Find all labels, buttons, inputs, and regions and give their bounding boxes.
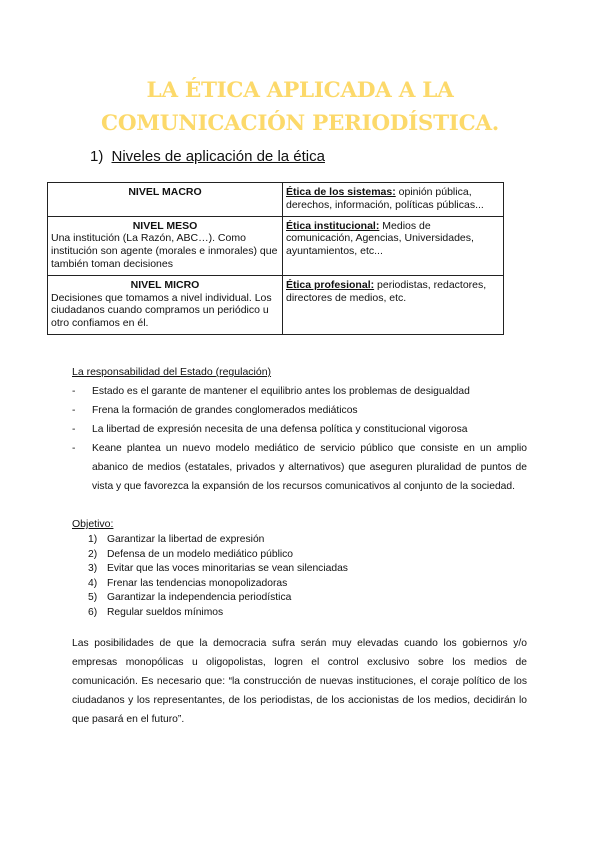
list-item	[72, 548, 348, 563]
level-name: NIVEL MESO	[132, 219, 198, 232]
responsibility-list	[72, 382, 527, 496]
objective-list	[72, 533, 348, 621]
section-number: 1)	[90, 148, 104, 165]
level-cell	[48, 183, 283, 217]
list-item: - La libertad de expresión necesita de una defensa política y constitucional vigorosa	[72, 420, 527, 439]
level-description: Una institución (La Razón, ABC…). Como institución son agente (morales e inmorales) que también toman decisiones	[51, 232, 278, 270]
closing-paragraph: Las posibilidades de que la democracia sufra serán muy elevadas cuando los gobiernos y/o empresas monopólicas u oligopolistas, logren el control exclusivo sobre los medios de comunicación. Es necesario que: “la construcción de nuevas instituciones, el coraje político de los ciudadanos y los representantes, de los periodistas, de los accionistas de los medios, decidirán lo que pasará en el futuro”.	[72, 638, 527, 725]
ethics-text: opinión pública, derechos, información, políticas públicas...	[286, 186, 484, 211]
item-text: Frenar las tendencias monopolizadoras	[107, 577, 288, 589]
list-item	[72, 591, 348, 606]
level-name: NIVEL MICRO	[130, 278, 200, 291]
ethics-term: Ética profesional:	[286, 278, 375, 291]
list-item	[72, 533, 348, 548]
levels-table	[47, 182, 504, 335]
ethics-term: Ética de los sistemas:	[286, 186, 396, 198]
list-item	[72, 562, 348, 577]
list-item: - Frena la formación de grandes conglomerados mediáticos	[72, 401, 527, 420]
item-number: 1)	[88, 534, 98, 545]
table-row	[48, 216, 504, 275]
responsibility-title: La responsabilidad del Estado (regulación)	[72, 366, 272, 378]
table-row	[48, 183, 504, 217]
item-number: 4)	[88, 577, 98, 589]
title-line-1: LA ÉTICA APLICADA A LA	[146, 78, 454, 103]
item-text: Defensa de un modelo mediático público	[107, 548, 294, 560]
title-line-2: COMUNICACIÓN PERIODÍSTICA.	[101, 111, 499, 136]
ethics-text: Medios de comunicación, Agencias, Universidades, ayuntamientos, etc...	[286, 219, 474, 258]
ethics-text: periodistas, redactores, directores de medios, etc.	[286, 278, 487, 304]
list-item: - Keane plantea un nuevo modelo mediático de servicio público que consiste en un amplio abanico de medios (estatales, privados y alternativos) que aseguren pluralidad de puntos de vista y que favorezca la expansión de los recursos comunicativos al conjunto de la sociedad.	[72, 439, 527, 496]
document-title	[60, 74, 540, 140]
table-row	[48, 275, 504, 334]
list-item	[72, 577, 348, 592]
ethics-term: Ética institucional:	[286, 219, 380, 232]
section-heading	[90, 148, 325, 165]
ethics-cell	[283, 183, 504, 217]
item-number: 2)	[88, 548, 98, 560]
level-cell	[48, 275, 283, 334]
list-item: - Estado es el garante de mantener el equilibrio antes los problemas de desigualdad	[72, 382, 527, 401]
item-number: 3)	[88, 563, 98, 575]
section-heading-text: Niveles de aplicación de la ética	[111, 148, 325, 165]
item-text: Regular sueldos mínimos	[107, 606, 224, 618]
ethics-cell	[283, 275, 504, 334]
item-text: Garantizar la libertad de expresión	[107, 534, 265, 545]
level-description: Decisiones que tomamos a nivel individual. Los ciudadanos cuando compramos un periódico u otro confiamos en él.	[51, 291, 272, 330]
list-item	[72, 606, 348, 621]
level-name: NIVEL MACRO	[128, 186, 202, 198]
ethics-cell	[283, 216, 504, 275]
objective-title: Objetivo:	[72, 518, 114, 530]
level-cell	[48, 216, 283, 275]
item-number: 5)	[88, 592, 98, 604]
item-number: 6)	[88, 606, 98, 618]
item-text: Evitar que las voces minoritarias se vean silenciadas	[107, 563, 348, 575]
item-text: Garantizar la independencia periodística	[107, 592, 292, 604]
